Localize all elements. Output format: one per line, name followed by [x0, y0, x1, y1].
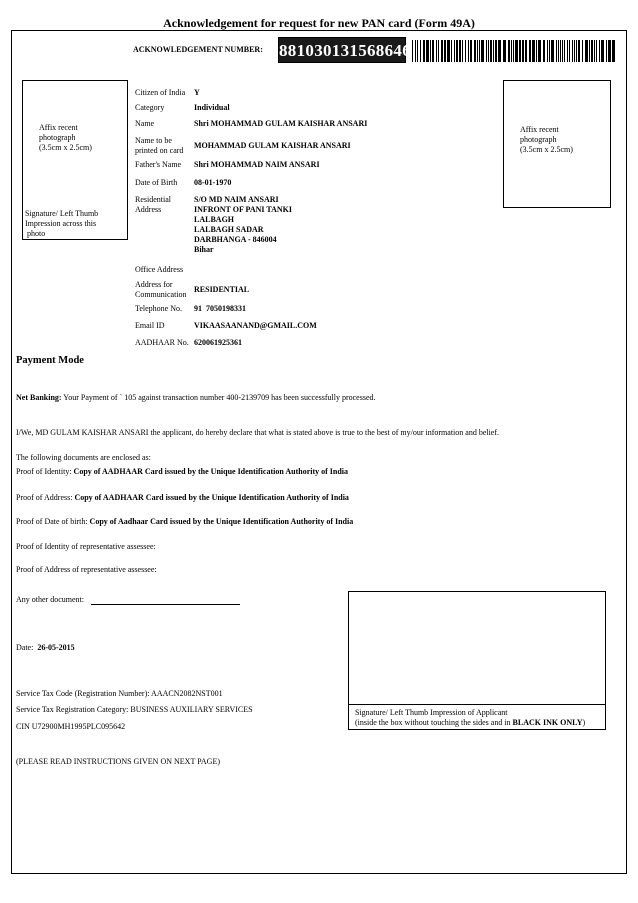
barcode-bar — [576, 40, 577, 62]
barcode-bar — [415, 40, 416, 62]
barcode — [412, 40, 617, 62]
documents-intro: The following documents are enclosed as: — [16, 453, 151, 462]
barcode-bar — [567, 40, 568, 62]
date-row: Date: 26-05-2015 — [16, 643, 75, 652]
signature-caption-box — [348, 704, 606, 730]
barcode-bar — [436, 40, 437, 62]
left-photo-instruction: Affix recent photograph (3.5cm x 2.5cm) — [39, 123, 92, 152]
barcode-bar — [493, 40, 494, 62]
card-name-label: Name to be printed on card — [135, 136, 184, 155]
barcode-bar — [538, 40, 541, 62]
barcode-bar — [522, 40, 524, 62]
barcode-bar — [474, 40, 476, 62]
barcode-bar — [495, 40, 497, 62]
proof-rep-address: Proof of Address of representative assessee: — [16, 565, 157, 574]
barcode-bar — [543, 40, 545, 62]
net-banking-text: Net Banking: Your Payment of ` 105 against transaction number 400-2139709 has been successfully processed. — [16, 393, 376, 402]
barcode-bar — [601, 40, 604, 62]
barcode-bar — [591, 40, 593, 62]
left-photo-signature-note: Signature/ Left Thumb Impression across this photo — [25, 209, 99, 238]
barcode-bar — [578, 40, 580, 62]
citizen-value: Y — [194, 88, 200, 97]
barcode-bar — [477, 40, 478, 62]
right-photo-box — [503, 80, 611, 208]
father-value: Shri MOHAMMAD NAIM ANSARI — [194, 160, 320, 169]
barcode-bar — [447, 40, 450, 62]
barcode-bar — [444, 40, 446, 62]
barcode-bar — [508, 40, 510, 62]
barcode-bar — [417, 40, 418, 62]
proof-dob: Proof of Date of birth: Copy of Aadhaar Card issued by the Unique Identification Authority of India — [16, 517, 354, 526]
barcode-bar — [498, 40, 501, 62]
barcode-bar — [488, 40, 489, 62]
barcode-bar — [529, 40, 531, 62]
barcode-bar — [462, 40, 463, 62]
service-tax-code: Service Tax Code (Registration Number): AAACN2082NST001 — [16, 689, 223, 698]
aadhaar-label: AADHAAR No. — [135, 338, 189, 347]
barcode-bar — [560, 40, 561, 62]
barcode-bar — [513, 40, 514, 62]
phone-value: 91 7050198331 — [194, 304, 246, 313]
email-value: VIKAASAANAND@GMAIL.COM — [194, 321, 317, 330]
ack-number: 881030131568646 — [278, 37, 406, 63]
category-label: Category — [135, 103, 165, 112]
barcode-bar — [511, 40, 512, 62]
barcode-bar — [515, 40, 518, 62]
left-photo-box — [22, 80, 128, 240]
barcode-bar — [532, 40, 535, 62]
comm-value: RESIDENTIAL — [194, 285, 250, 294]
citizen-label: Citizen of India — [135, 88, 186, 97]
barcode-bar — [438, 40, 439, 62]
page-title: Acknowledgement for request for new PAN card (Form 49A) — [163, 16, 475, 30]
barcode-bar — [426, 40, 429, 62]
dob-value: 08-01-1970 — [194, 178, 232, 187]
service-tax-category: Service Tax Registration Category: BUSINESS AUXILIARY SERVICES — [16, 705, 253, 714]
residential-label: Residential Address — [135, 195, 171, 214]
residential-value: S/O MD NAIM ANSARI INFRONT OF PANI TANKI LALBAGH LALBAGH SADAR DARBHANGA - 846004 Bihar — [194, 195, 293, 254]
aadhaar-value: 620061925361 — [194, 338, 242, 347]
barcode-bar — [525, 40, 527, 62]
applicant-signature-box — [348, 591, 606, 705]
category-value: Individual — [194, 103, 230, 112]
barcode-bar — [420, 40, 421, 62]
cin-number: CIN U72900MH1995PLC095642 — [16, 722, 126, 731]
barcode-bar — [551, 40, 554, 62]
right-photo-instruction: Affix recent photograph (3.5cm x 2.5cm) — [520, 125, 573, 154]
signature-caption: Signature/ Left Thumb Impression of Applicant (inside the box without touching the sides and in BLACK INK ONLY) — [355, 708, 586, 727]
barcode-bar — [519, 40, 521, 62]
barcode-bar — [454, 40, 455, 62]
barcode-bar — [441, 40, 443, 62]
barcode-bar — [569, 40, 570, 62]
barcode-bar — [503, 40, 506, 62]
declaration: I/We, MD GULAM KAISHAR ANSARI the applicant, do hereby declare that what is stated above is true to the best of my/our information and belief. — [16, 428, 500, 437]
dob-label: Date of Birth — [135, 178, 178, 187]
barcode-bar — [612, 40, 615, 62]
barcode-bar — [564, 40, 565, 62]
other-document-label: Any other document: — [16, 595, 84, 604]
barcode-bar — [451, 40, 452, 62]
barcode-bar — [572, 40, 573, 62]
barcode-bar — [594, 40, 595, 62]
barcode-bar — [582, 40, 583, 62]
office-address-label: Office Address — [135, 265, 184, 274]
barcode-bar — [423, 40, 425, 62]
phone-label: Telephone No. — [135, 304, 182, 313]
barcode-bar — [556, 40, 557, 62]
barcode-bar — [459, 40, 461, 62]
barcode-bar — [596, 40, 597, 62]
father-label: Father's Name — [135, 160, 182, 169]
barcode-bar — [479, 40, 480, 62]
name-value: Shri MOHAMMAD GULAM KAISHAR ANSARI — [194, 119, 368, 128]
comm-label: Address for Communication — [135, 280, 187, 299]
barcode-bar — [547, 40, 548, 62]
barcode-bar — [549, 40, 550, 62]
barcode-bar — [456, 40, 458, 62]
barcode-bar — [589, 40, 590, 62]
barcode-bar — [585, 40, 588, 62]
barcode-bar — [468, 40, 469, 62]
email-label: Email ID — [135, 321, 165, 330]
barcode-bar — [606, 40, 607, 62]
barcode-bar — [574, 40, 575, 62]
barcode-bar — [536, 40, 537, 62]
barcode-bar — [562, 40, 563, 62]
ack-number-label: ACKNOWLEDGEMENT NUMBER: — [133, 45, 263, 54]
barcode-bar — [608, 40, 611, 62]
proof-rep-identity: Proof of Identity of representative assessee: — [16, 542, 156, 551]
barcode-bar — [430, 40, 431, 62]
barcode-bar — [481, 40, 484, 62]
barcode-bar — [490, 40, 492, 62]
proof-address: Proof of Address: Copy of AADHAAR Card issued by the Unique Identification Authority of India — [16, 493, 349, 502]
barcode-bar — [412, 40, 413, 62]
barcode-bar — [432, 40, 434, 62]
barcode-bar — [465, 40, 466, 62]
barcode-bar — [558, 40, 559, 62]
proof-identity: Proof of Identity: Copy of AADHAAR Card issued by the Unique Identification Authority of India — [16, 467, 349, 476]
barcode-bar — [486, 40, 487, 62]
barcode-bar — [599, 40, 600, 62]
name-label: Name — [135, 119, 155, 128]
barcode-bar — [470, 40, 472, 62]
payment-mode-heading: Payment Mode — [16, 355, 84, 366]
card-name-value: MOHAMMAD GULAM KAISHAR ANSARI — [194, 141, 351, 150]
other-document-line — [91, 604, 240, 605]
footer-note: (PLEASE READ INSTRUCTIONS GIVEN ON NEXT PAGE) — [16, 757, 220, 766]
